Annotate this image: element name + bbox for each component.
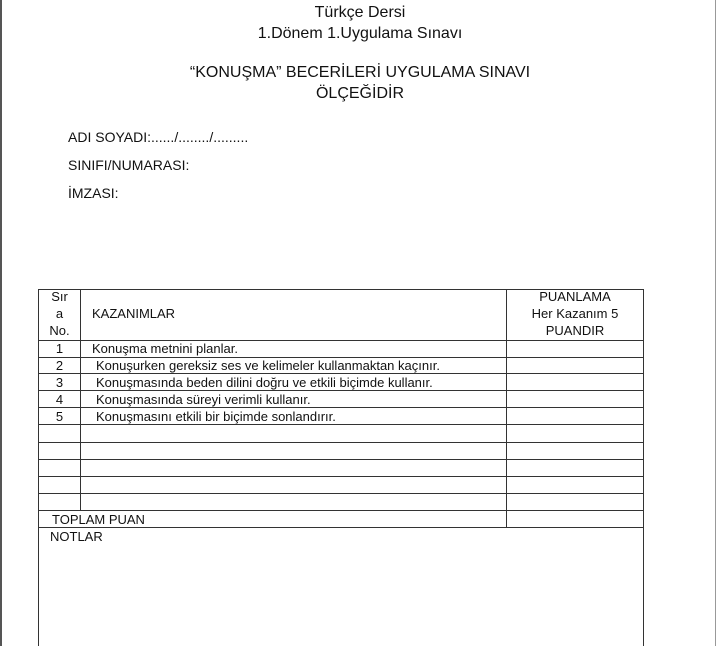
row-outcome: Konuşma metnini planlar. xyxy=(92,341,238,356)
header-score-line1: PUANLAMA xyxy=(539,289,611,304)
row-line xyxy=(38,390,644,391)
row-number: 2 xyxy=(55,358,64,373)
row-line xyxy=(38,407,644,408)
header-no-line2: a xyxy=(55,306,64,321)
row-number: 4 xyxy=(55,392,64,407)
row-outcome: Konuşmasında süreyi verimli kullanır. xyxy=(96,392,311,407)
row-outcome: Konuşurken gereksiz ses ve kelimeler kullanmaktan kaçınır. xyxy=(96,358,440,373)
header-score-line2: Her Kazanım 5 xyxy=(531,306,619,321)
document-subtitle: 1.Dönem 1.Uygulama Sınavı xyxy=(257,25,463,42)
signature-field: İMZASI: xyxy=(68,185,119,201)
class-number-field: SINIFI/NUMARASI: xyxy=(68,157,190,173)
name-field: ADI SOYADI:....../......../......... xyxy=(68,129,249,145)
header-score-line3: PUANDIR xyxy=(545,323,605,338)
row-outcome: Konuşmasını etkili bir biçimde sonlandırır. xyxy=(96,409,336,424)
row-line xyxy=(38,442,644,443)
header-no-line1: Sır xyxy=(51,289,68,304)
document-title: Türkçe Dersi xyxy=(314,4,406,21)
row-line xyxy=(38,373,644,374)
table-border-right xyxy=(643,289,644,646)
row-outcome: Konuşmasında beden dilini doğru ve etkili biçimde kullanır. xyxy=(96,375,433,390)
row-number: 3 xyxy=(55,375,64,390)
exam-heading-line2: ÖLÇEĞİDİR xyxy=(315,85,404,102)
row-number: 5 xyxy=(55,409,64,424)
row-number: 1 xyxy=(55,341,64,356)
row-line xyxy=(38,510,644,511)
header-outcomes: KAZANIMLAR xyxy=(92,306,176,321)
header-no-line3: No. xyxy=(49,323,70,338)
row-line xyxy=(38,424,644,425)
notes-label: NOTLAR xyxy=(50,529,103,544)
row-line xyxy=(38,459,644,460)
row-line xyxy=(38,493,644,494)
total-bottom-line xyxy=(38,527,644,528)
total-score-label: TOPLAM PUAN xyxy=(52,512,145,527)
row-line xyxy=(38,476,644,477)
exam-heading: “KONUŞMA” BECERİLERİ UYGULAMA SINAVI xyxy=(189,64,531,81)
